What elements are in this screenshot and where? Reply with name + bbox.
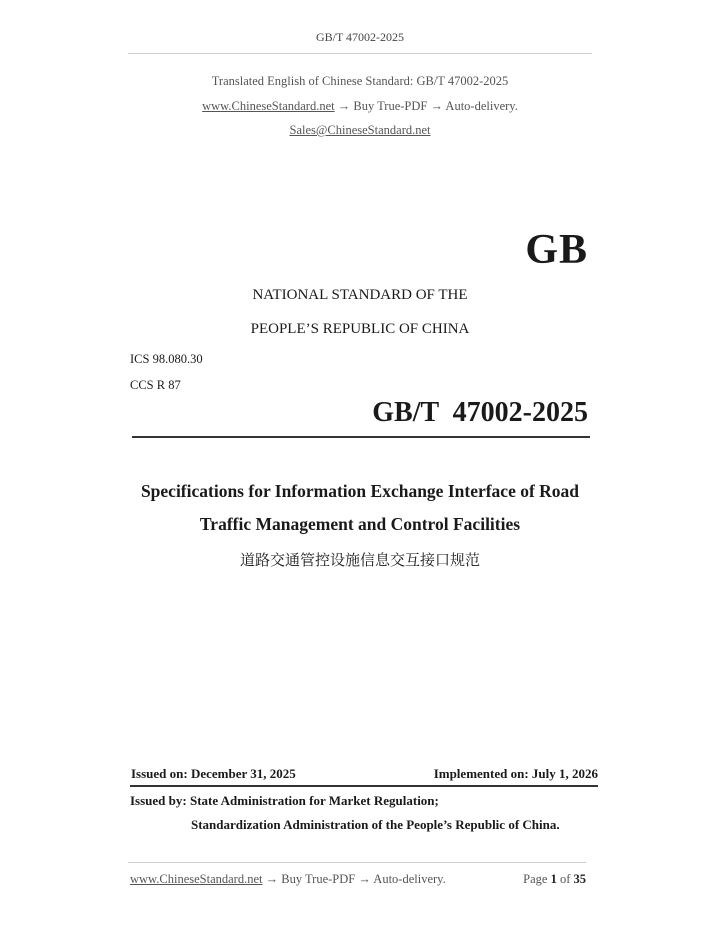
country-line: PEOPLE’S REPUBLIC OF CHINA	[250, 321, 470, 337]
page-of: of	[559, 872, 571, 886]
chinese-title: 道路交通管控设施信息交互接口规范	[239, 551, 480, 569]
header-rule	[128, 53, 592, 54]
title-line-1: Specifications for Information Exchange Interface of Road	[140, 481, 580, 501]
issue-rule	[130, 785, 598, 787]
standard-number-rule	[132, 436, 590, 438]
issued-on-date: Issued on: December 31, 2025	[131, 766, 296, 781]
page-number	[523, 872, 586, 887]
page-label: Page	[523, 872, 548, 886]
running-header: GB/T 47002-2025	[315, 30, 405, 44]
gb-logo: GB	[525, 227, 588, 273]
footer-buy-text: → Buy True-PDF → Auto-delivery.	[262, 872, 446, 886]
translated-note: Translated English of Chinese Standard: GB/T 47002-2025	[211, 74, 509, 88]
implemented-on-date: Implemented on: July 1, 2026	[433, 766, 598, 781]
footer-site-link[interactable]: www.ChineseStandard.net	[130, 872, 263, 886]
buy-text: → Buy True-PDF → Auto-delivery.	[334, 99, 518, 113]
sales-line	[0, 123, 720, 138]
issued-by-line-1: Issued by: State Administration for Market Regulation;	[130, 793, 439, 808]
standard-number: GB/T 47002-2025	[372, 397, 588, 428]
promo-line	[0, 99, 720, 114]
page-total: 35	[573, 872, 586, 886]
sales-email-link[interactable]: Sales@ChineseStandard.net	[289, 123, 431, 137]
national-standard-line: NATIONAL STANDARD OF THE	[252, 287, 468, 303]
page-current: 1	[550, 872, 557, 886]
ccs-code: CCS R 87	[130, 378, 181, 392]
ics-code: ICS 98.080.30	[130, 352, 203, 366]
title-line-2: Traffic Management and Control Facilities	[199, 514, 521, 534]
footer-rule	[128, 862, 586, 863]
issued-by-line-2: Standardization Administration of the People’s Republic of China.	[191, 817, 560, 832]
site-link[interactable]: www.ChineseStandard.net	[202, 99, 335, 113]
footer-promo	[130, 872, 446, 887]
